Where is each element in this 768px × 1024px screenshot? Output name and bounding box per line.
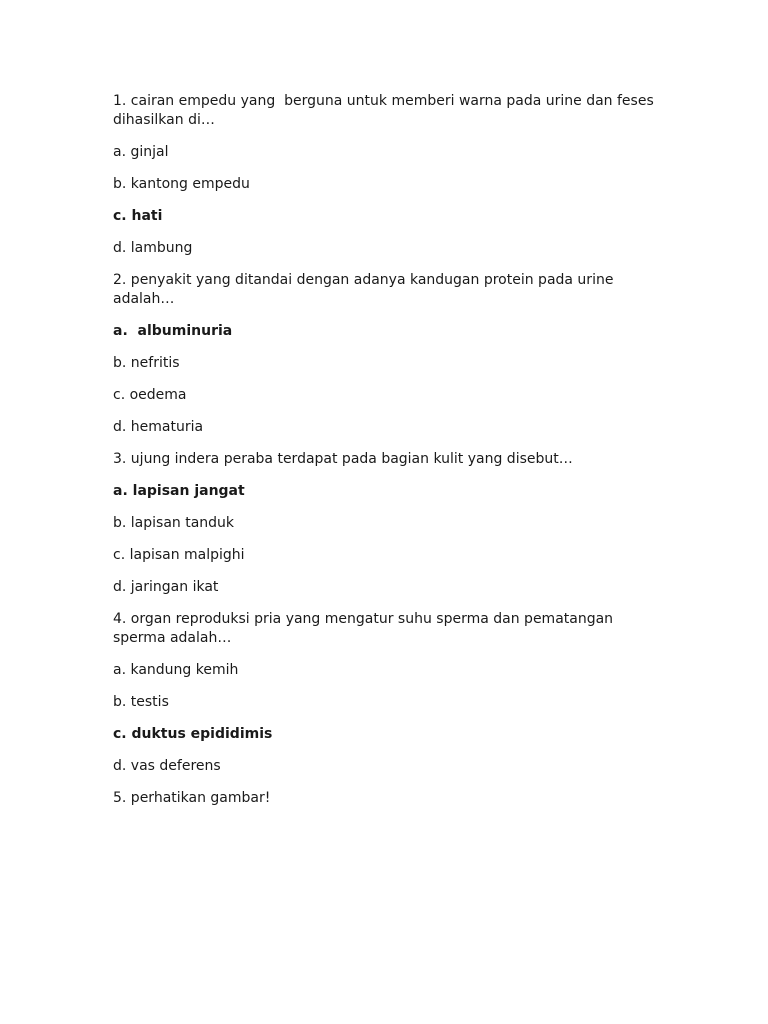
question-text: 3. ujung indera peraba terdapat pada bagian kulit yang disebut…	[113, 451, 573, 467]
question-text: 5. perhatikan gambar!	[113, 790, 271, 806]
question-5	[113, 789, 658, 808]
question-text: 1. cairan empedu yang berguna untuk memberi warna pada urine dan feses dihasilkan di…	[113, 93, 659, 128]
answer-option-d: d. lambung	[113, 240, 193, 256]
answer-option-c: c. duktus epididimis	[113, 726, 273, 742]
document-page	[113, 92, 658, 821]
answer-option-d: d. jaringan ikat	[113, 579, 219, 595]
answer-option-c: c. lapisan malpighi	[113, 547, 245, 563]
answer-option-a: a. kandung kemih	[113, 662, 239, 678]
question-2	[113, 271, 658, 437]
answer-option-b: b. nefritis	[113, 355, 180, 371]
answer-option-c: c. oedema	[113, 387, 187, 403]
question-4	[113, 610, 658, 776]
answer-option-b: b. kantong empedu	[113, 176, 250, 192]
question-3	[113, 450, 658, 597]
question-text: 4. organ reproduksi pria yang mengatur suhu sperma dan pematangan sperma adalah…	[113, 611, 618, 646]
answer-option-b: b. testis	[113, 694, 169, 710]
answer-option-a: a. lapisan jangat	[113, 483, 245, 499]
answer-option-d: d. vas deferens	[113, 758, 221, 774]
question-text: 2. penyakit yang ditandai dengan adanya kandugan protein pada urine adalah…	[113, 272, 618, 307]
answer-option-b: b. lapisan tanduk	[113, 515, 235, 531]
question-1	[113, 92, 658, 258]
answer-option-c: c. hati	[113, 208, 163, 224]
answer-option-a: a. ginjal	[113, 144, 169, 160]
answer-option-d: d. hematuria	[113, 419, 204, 435]
answer-option-a: a. albuminuria	[113, 323, 233, 339]
